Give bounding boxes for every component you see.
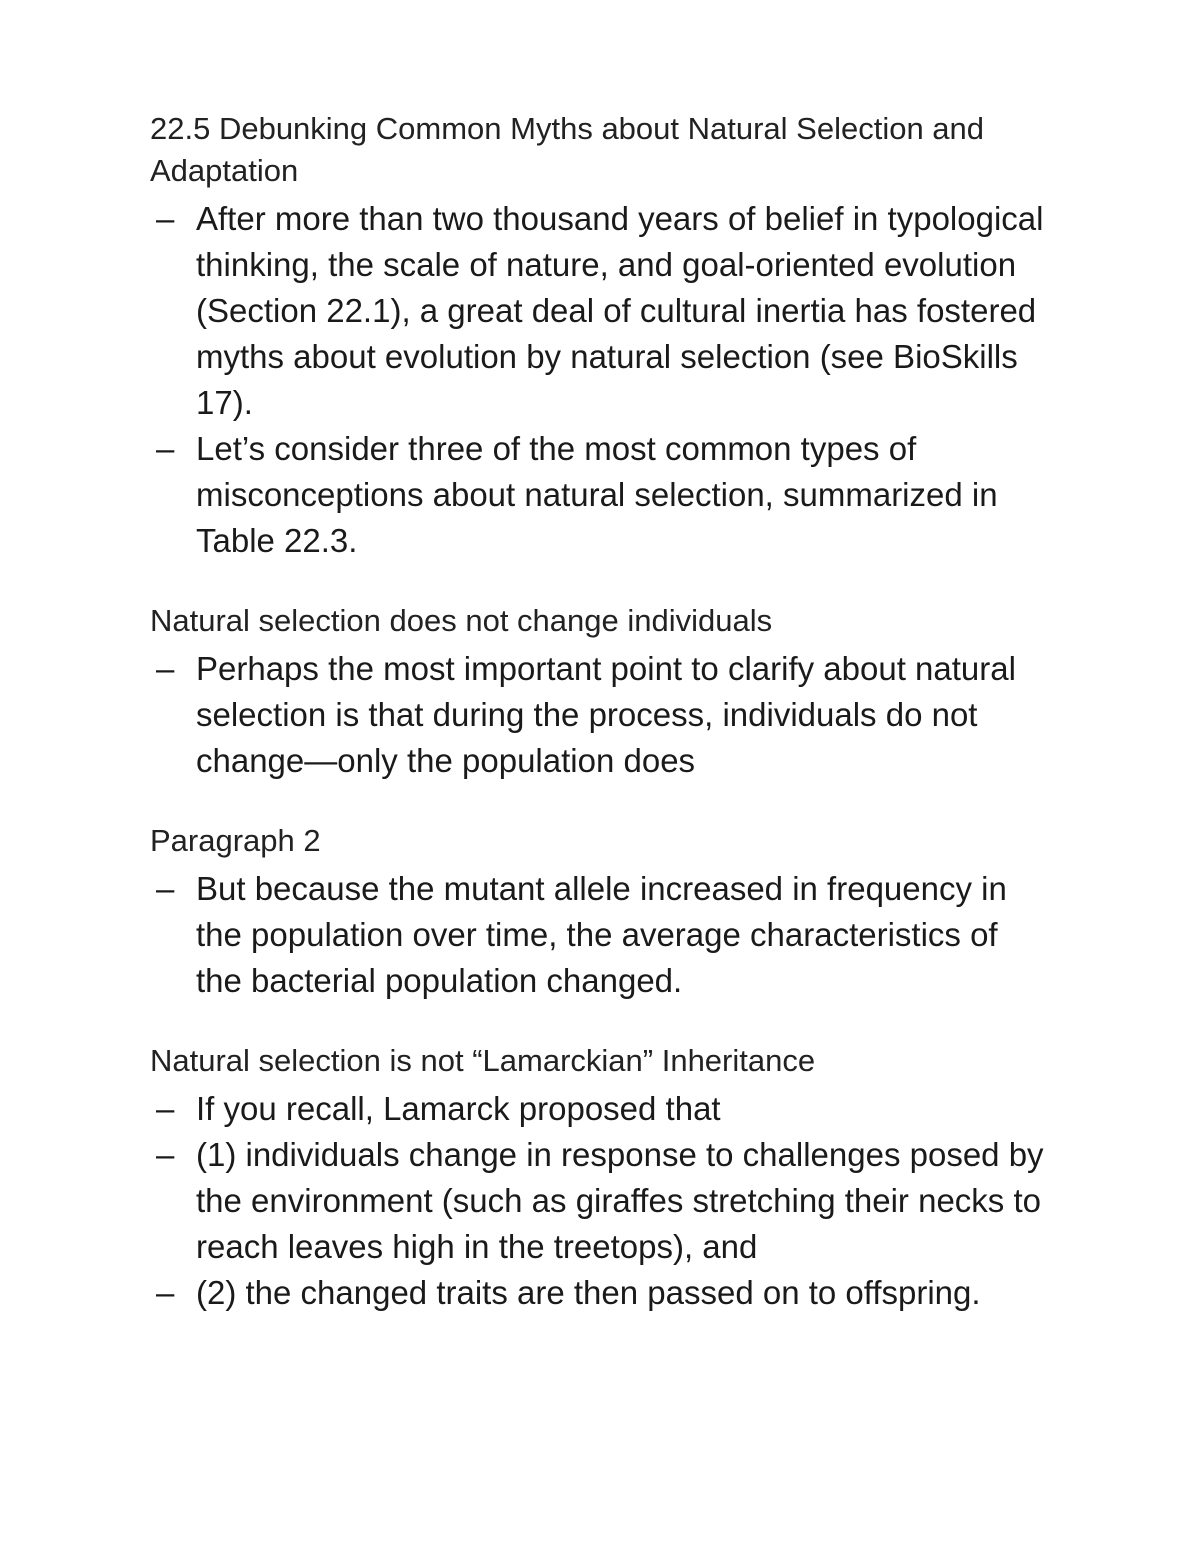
bullet-list [150, 646, 1050, 784]
dash-marker: – [156, 1090, 175, 1127]
bullet-text: (2) the changed traits are then passed on to offspring. [196, 1274, 981, 1311]
bullet-item [150, 866, 1050, 1004]
bullet-list [150, 866, 1050, 1004]
section-heading: Natural selection is not “Lamarckian” Inheritance [150, 1043, 816, 1078]
bullet-item [150, 1086, 1050, 1132]
bullet-text: Let’s consider three of the most common types of misconceptions about natural selection, summarized in Table 22.3. [196, 430, 998, 559]
section-heading: Paragraph 2 [150, 823, 321, 858]
bullet-item [150, 1270, 1050, 1316]
bullet-list [150, 196, 1050, 564]
section-lamarckian [150, 1040, 1050, 1316]
bullet-text: (1) individuals change in response to challenges posed by the environment (such as giraffes stretching their necks to reach leaves high in the treetops), and [196, 1136, 1044, 1265]
bullet-item [150, 646, 1050, 784]
dash-marker: – [156, 870, 175, 907]
bullet-item [150, 196, 1050, 426]
dash-marker: – [156, 1274, 175, 1311]
section-individuals [150, 600, 1050, 784]
bullet-text: If you recall, Lamarck proposed that [196, 1090, 721, 1127]
dash-marker: – [156, 1136, 175, 1173]
dash-marker: – [156, 430, 175, 467]
section-myths-intro [150, 108, 1050, 564]
bullet-text: After more than two thousand years of belief in typological thinking, the scale of nature, and goal-oriented evolution (Section 22.1), a great deal of cultural inertia has fostered myths about evolution by natural selection (see BioSkills 17). [196, 200, 1044, 421]
dash-marker: – [156, 650, 175, 687]
bullet-list [150, 1086, 1050, 1316]
section-heading: Natural selection does not change individuals [150, 603, 773, 638]
bullet-text: But because the mutant allele increased in frequency in the population over time, the average characteristics of the bacterial population changed. [196, 870, 1007, 999]
bullet-item [150, 426, 1050, 564]
section-heading: 22.5 Debunking Common Myths about Natural Selection and Adaptation [150, 111, 985, 188]
bullet-item [150, 1132, 1050, 1270]
bullet-text: Perhaps the most important point to clarify about natural selection is that during the process, individuals do not change—only the population does [196, 650, 1016, 779]
dash-marker: – [156, 200, 175, 237]
section-paragraph-2 [150, 820, 1050, 1004]
